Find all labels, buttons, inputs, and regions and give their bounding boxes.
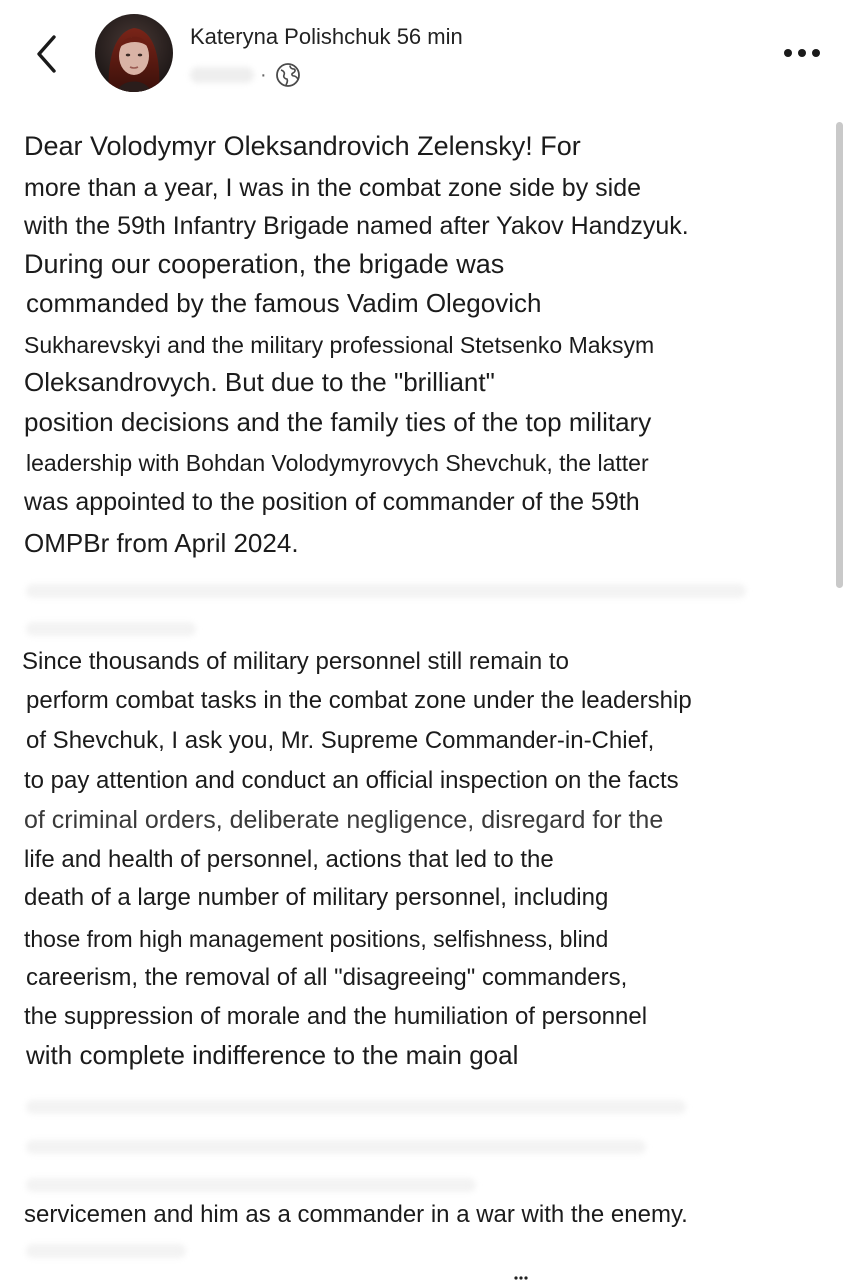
post-text-line: Since thousands of military personnel still remain to [22, 648, 569, 675]
avatar-image [95, 14, 173, 92]
back-button[interactable] [28, 30, 68, 78]
post-text-line: life and health of personnel, actions that led to the [24, 846, 554, 873]
post-text-line: position decisions and the family ties of the top military [24, 407, 652, 437]
more-horizontal-icon [780, 40, 824, 66]
post-text-line: careerism, the removal of all "disagreeing" commanders, [26, 964, 628, 991]
blurred-text [26, 584, 746, 598]
post-text-line: death of a large number of military personnel, including [24, 884, 609, 911]
blurred-text [26, 1178, 476, 1192]
post-text-line: servicemen and him as a commander in a war with the enemy. [24, 1201, 688, 1228]
blurred-text [26, 1244, 186, 1258]
post-text-line: those from high management positions, selfishness, blind [24, 926, 609, 952]
chevron-left-icon [28, 30, 68, 78]
scrollbar[interactable] [836, 122, 843, 588]
blurred-date [190, 67, 254, 83]
post-text-line: of criminal orders, deliberate negligence, disregard for the [24, 806, 664, 834]
post-text-line: commanded by the famous Vadim Olegovich [26, 288, 542, 318]
meta-separator: · [260, 64, 267, 86]
post-text-line: Sukharevskyi and the military professional Stetsenko Maksym [24, 332, 655, 358]
post-text-line: with complete indifference to the main goal [26, 1040, 519, 1070]
blurred-text [26, 1140, 646, 1154]
author-line [190, 24, 463, 50]
post-text-line: with the 59th Infantry Brigade named after Yakov Handzyuk. [24, 212, 689, 240]
more-options-button[interactable] [780, 40, 824, 66]
post-text-line: leadership with Bohdan Volodymyrovych Shevchuk, the latter [26, 450, 649, 476]
post-text-line: OMPBr from April 2024. [24, 528, 299, 558]
post-text-line: the suppression of morale and the humiliation of personnel [24, 1003, 648, 1030]
post-time[interactable]: 56 min [396, 24, 463, 49]
post-text-line: During our cooperation, the brigade was [24, 249, 505, 279]
blurred-text [26, 1100, 686, 1114]
post-text-line: more than a year, I was in the combat zone side by side [24, 174, 642, 202]
post-text-line: Dear Volodymyr Oleksandrovich Zelensky! For [24, 131, 581, 161]
post-text-line: was appointed to the position of commander of the 59th [24, 488, 640, 516]
post-header [0, 0, 849, 110]
blurred-text [26, 622, 196, 636]
post-text-line: perform combat tasks in the combat zone under the leadership [26, 687, 692, 714]
post-text-line: to pay attention and conduct an official inspection on the facts [24, 767, 679, 794]
post-text-line: of Shevchuk, I ask you, Mr. Supreme Commander-in-Chief, [26, 727, 655, 754]
post-meta [190, 62, 301, 88]
post-text-line: Oleksandrovych. But due to the "brilliant" [24, 367, 495, 397]
avatar[interactable] [95, 14, 173, 92]
author-name[interactable]: Kateryna Polishchuk [190, 24, 391, 49]
globe-icon[interactable] [275, 62, 301, 88]
